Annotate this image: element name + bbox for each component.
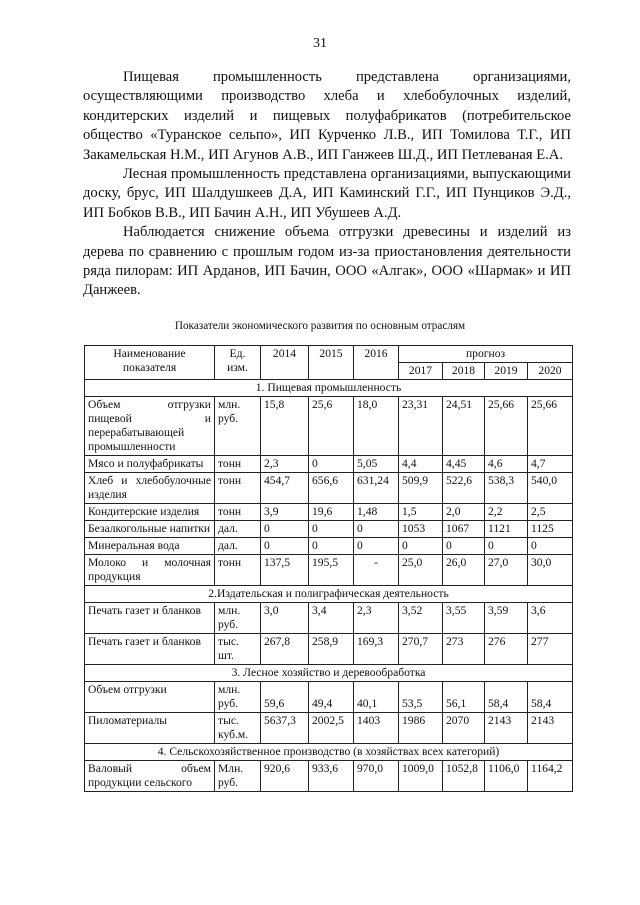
row-value: 2143 — [528, 713, 573, 744]
row-value: 2143 — [485, 713, 528, 744]
page-number: 31 — [313, 36, 327, 51]
row-name: Минеральная вода — [85, 538, 215, 555]
row-value: 0 — [354, 521, 399, 538]
row-name: Мясо и полуфабрикаты — [85, 456, 215, 473]
row-value: 1,5 — [399, 504, 443, 521]
header-forecast: прогноз — [399, 346, 573, 363]
section-row — [85, 586, 573, 603]
row-value: 3,0 — [261, 603, 309, 634]
table-row — [85, 397, 573, 456]
row-value: 540,0 — [528, 473, 573, 504]
row-value: 137,5 — [261, 555, 309, 586]
header-unit: Ед. изм. — [215, 346, 261, 380]
header-forecast-year: 2017 — [399, 363, 443, 380]
row-unit: Млн. руб. — [215, 761, 261, 792]
table-row — [85, 473, 573, 504]
row-value: 2070 — [443, 713, 485, 744]
row-value: 509,9 — [399, 473, 443, 504]
table-caption: Показатели экономического развития по основным отраслям — [174, 320, 466, 332]
row-unit: млн. руб. — [215, 682, 261, 713]
row-value: 0 — [528, 538, 573, 555]
row-value: 169,3 — [354, 634, 399, 665]
row-value: - — [354, 555, 399, 586]
indicators-table — [84, 345, 573, 792]
table-row — [85, 634, 573, 665]
row-value: 1986 — [399, 713, 443, 744]
row-value: 4,45 — [443, 456, 485, 473]
row-value: 0 — [309, 521, 354, 538]
row-value: 1053 — [399, 521, 443, 538]
row-value: 2002,5 — [309, 713, 354, 744]
table-row — [85, 521, 573, 538]
row-value: 25,6 — [309, 397, 354, 456]
row-unit: дал. — [215, 538, 261, 555]
paragraph-timber-decline: Наблюдается снижение объема отгрузки древесины и изделий из дерева по сравнению с прошлым годом из-за приостановления деятельности ряда пилорам: ИП Арданов, ИП Бачин, ООО «Алгак», ООО «Шармак» и ИП Данжеев. — [83, 224, 571, 299]
section-row — [85, 380, 573, 397]
table-row — [85, 603, 573, 634]
table-row — [85, 713, 573, 744]
table-row — [85, 538, 573, 555]
row-name: Валовый объем продукции сельского — [85, 761, 215, 792]
table-row — [85, 682, 573, 713]
row-value: 25,0 — [399, 555, 443, 586]
row-name: Объем отгрузки — [85, 682, 215, 713]
row-unit: тыс. куб.м. — [215, 713, 261, 744]
header-year: 2015 — [309, 346, 354, 380]
row-value: 56,1 — [443, 682, 485, 713]
row-unit: тонн — [215, 555, 261, 586]
row-value: 4,6 — [485, 456, 528, 473]
row-value: 58,4 — [528, 682, 573, 713]
row-value: 0 — [261, 521, 309, 538]
row-value: 0 — [399, 538, 443, 555]
header-forecast-year: 2019 — [485, 363, 528, 380]
section-title: 2.Издательская и полиграфическая деятельность — [85, 586, 573, 603]
row-value: 920,6 — [261, 761, 309, 792]
row-unit: млн. руб. — [215, 603, 261, 634]
row-unit: дал. — [215, 521, 261, 538]
row-unit: тонн — [215, 456, 261, 473]
row-value: 276 — [485, 634, 528, 665]
row-value: 59,6 — [261, 682, 309, 713]
row-value: 0 — [354, 538, 399, 555]
row-value: 5,05 — [354, 456, 399, 473]
row-value: 4,7 — [528, 456, 573, 473]
row-value: 4,4 — [399, 456, 443, 473]
row-value: 25,66 — [485, 397, 528, 456]
row-name: Объем отгрузки пищевой и перерабатывающей промышленности — [85, 397, 215, 456]
row-value: 0 — [443, 538, 485, 555]
row-value: 2,3 — [261, 456, 309, 473]
row-value: 2,5 — [528, 504, 573, 521]
row-value: 53,5 — [399, 682, 443, 713]
row-unit: млн. руб. — [215, 397, 261, 456]
row-value: 5637,3 — [261, 713, 309, 744]
section-title: 4. Сельскохозяйственное производство (в хозяйствах всех категорий) — [85, 744, 573, 761]
header-year: 2014 — [261, 346, 309, 380]
row-name: Печать газет и бланков — [85, 634, 215, 665]
row-value: 23,31 — [399, 397, 443, 456]
row-value: 25,66 — [528, 397, 573, 456]
row-value: 631,24 — [354, 473, 399, 504]
row-name: Кондитерские изделия — [85, 504, 215, 521]
row-name: Безалкогольные напитки — [85, 521, 215, 538]
row-value: 58,4 — [485, 682, 528, 713]
row-value: 195,5 — [309, 555, 354, 586]
header-name: Наименование показателя — [85, 346, 215, 380]
row-value: 1067 — [443, 521, 485, 538]
row-value: 656,6 — [309, 473, 354, 504]
row-value: 1,48 — [354, 504, 399, 521]
row-value: 19,6 — [309, 504, 354, 521]
row-value: 277 — [528, 634, 573, 665]
header-year: 2016 — [354, 346, 399, 380]
row-value: 49,4 — [309, 682, 354, 713]
row-value: 1009,0 — [399, 761, 443, 792]
row-value: 273 — [443, 634, 485, 665]
table-row — [85, 761, 573, 792]
paragraph-forest-industry: Лесная промышленность представлена организациями, выпускающими доску, брус, ИП Шалдушкеев Д.А, ИП Каминский Г.Г., ИП Пунциков Э.Д., ИП Бобков В.В., ИП Бачин А.Н., ИП Убушеев А.Д. — [83, 166, 571, 221]
row-value: 0 — [485, 538, 528, 555]
row-value: 0 — [309, 456, 354, 473]
row-value: 522,6 — [443, 473, 485, 504]
section-title: 1. Пищевая промышленность — [85, 380, 573, 397]
row-value: 2,0 — [443, 504, 485, 521]
row-value: 2,3 — [354, 603, 399, 634]
row-value: 258,9 — [309, 634, 354, 665]
row-value: 24,51 — [443, 397, 485, 456]
header-forecast-year: 2018 — [443, 363, 485, 380]
section-title: 3. Лесное хозяйство и деревообработка — [85, 665, 573, 682]
row-value: 1403 — [354, 713, 399, 744]
row-unit: тонн — [215, 473, 261, 504]
row-value: 3,55 — [443, 603, 485, 634]
row-value: 0 — [261, 538, 309, 555]
row-value: 270,7 — [399, 634, 443, 665]
row-unit: тонн — [215, 504, 261, 521]
row-value: 1052,8 — [443, 761, 485, 792]
row-name: Печать газет и бланков — [85, 603, 215, 634]
table-row — [85, 456, 573, 473]
row-value: 454,7 — [261, 473, 309, 504]
row-value: 933,6 — [309, 761, 354, 792]
row-value: 3,52 — [399, 603, 443, 634]
row-unit: тыс. шт. — [215, 634, 261, 665]
row-value: 27,0 — [485, 555, 528, 586]
row-value: 1125 — [528, 521, 573, 538]
row-value: 3,59 — [485, 603, 528, 634]
row-value: 3,4 — [309, 603, 354, 634]
row-value: 3,9 — [261, 504, 309, 521]
row-value: 1164,2 — [528, 761, 573, 792]
row-name: Хлеб и хлебобулочные изделия — [85, 473, 215, 504]
row-value: 970,0 — [354, 761, 399, 792]
row-value: 267,8 — [261, 634, 309, 665]
body-text — [83, 68, 571, 301]
table-row — [85, 504, 573, 521]
row-value: 40,1 — [354, 682, 399, 713]
row-value: 2,2 — [485, 504, 528, 521]
row-value: 3,6 — [528, 603, 573, 634]
row-value: 26,0 — [443, 555, 485, 586]
section-row — [85, 665, 573, 682]
table-row — [85, 555, 573, 586]
row-name: Пиломатериалы — [85, 713, 215, 744]
row-value: 15,8 — [261, 397, 309, 456]
paragraph-food-industry: Пищевая промышленность представлена организациями, осуществляющими производство хлеба и хлебобулочных изделий, кондитерских изделий и пищевых полуфабрикатов (потребительское общество «Туранское сельпо», ИП Курченко Л.В., ИП Томилова Т.Г., ИП Закамельская Н.М., ИП Агунов А.В., ИП Ганжеев Ш.Д., ИП Петлеваная Е.А. — [83, 69, 571, 163]
header-forecast-year: 2020 — [528, 363, 573, 380]
section-row — [85, 744, 573, 761]
row-value: 538,3 — [485, 473, 528, 504]
table-header-row — [85, 346, 573, 363]
row-value: 0 — [309, 538, 354, 555]
row-value: 18,0 — [354, 397, 399, 456]
row-value: 30,0 — [528, 555, 573, 586]
row-value: 1106,0 — [485, 761, 528, 792]
row-value: 1121 — [485, 521, 528, 538]
row-name: Молоко и молочная продукция — [85, 555, 215, 586]
